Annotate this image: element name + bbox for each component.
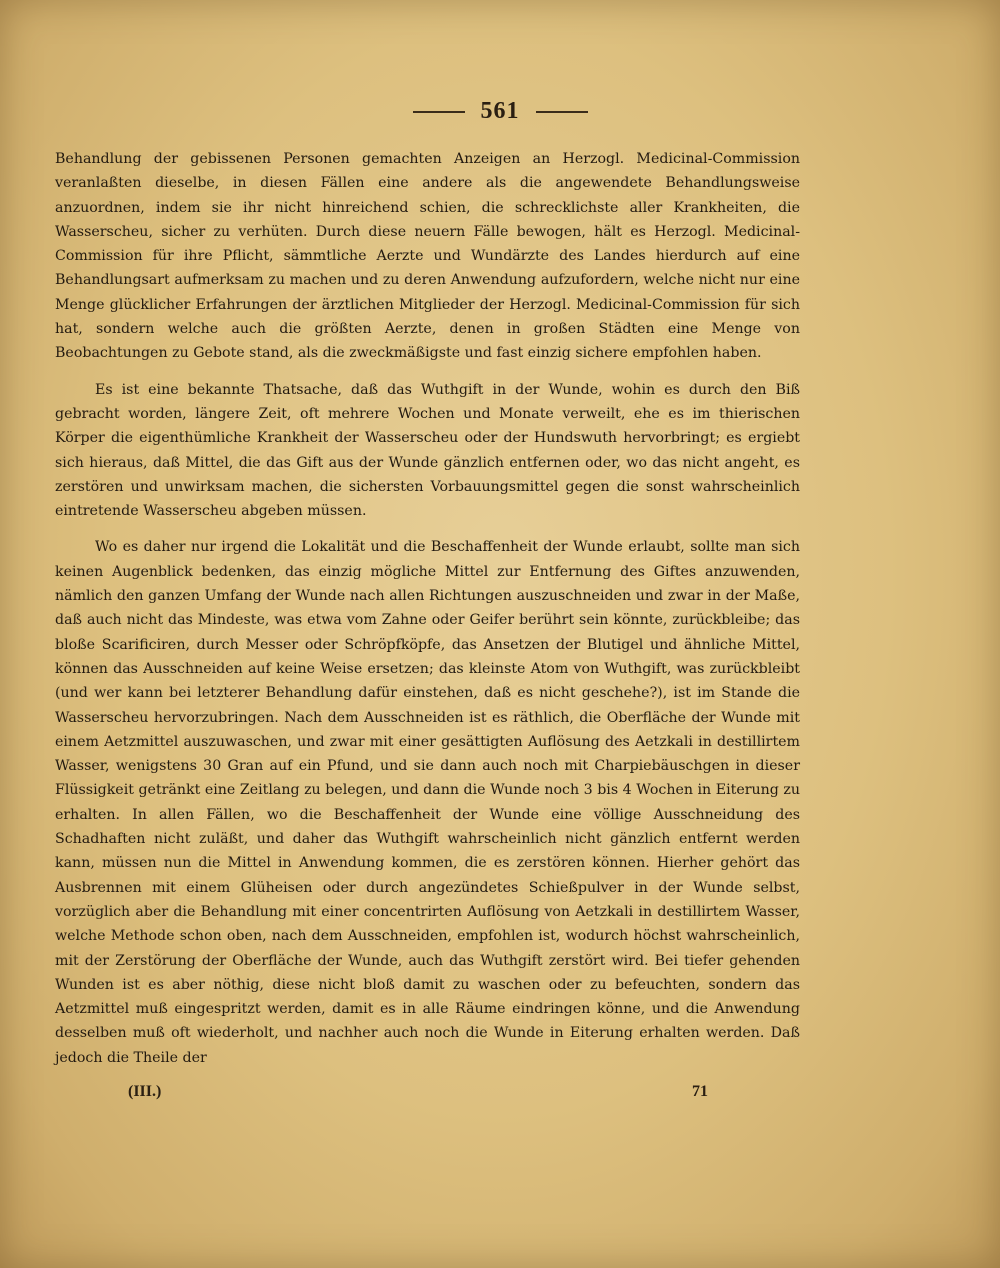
header-rule-left xyxy=(413,111,465,113)
page-footer xyxy=(128,1083,708,1101)
paragraph-1: Behandlung der gebissenen Personen gemachten Anzeigen an Herzogl. Medicinal-Commission veranlaßten dieselbe, in diesen Fällen eine andere als die angewendete Behandlungsweise anzuordnen, indem sie ihr nicht hinreichend schien, die schrecklichste aller Krankheiten, die Wasserscheu, sicher zu verhüten. Durch diese neuern Fälle bewogen, hält es Herzogl. Medicinal-Commission für ihre Pflicht, sämmtliche Aerzte und Wundärzte des Landes hierdurch auf eine Behandlungsart aufmerksam zu machen und zu deren Anwendung aufzufordern, welche nicht nur eine Menge glücklicher Erfahrungen der ärztlichen Mitglieder der Herzogl. Medicinal-Commission für sich hat, sondern welche auch die größten Aerzte, denen in großen Städten eine Menge von Beobachtungen zu Gebote stand, als die zweckmäßigste und fast einzig sichere empfohlen haben. xyxy=(55,151,800,362)
page-body xyxy=(55,147,800,1070)
page-header xyxy=(0,98,1000,125)
paragraph-3: Wo es daher nur irgend die Lokalität und die Beschaffenheit der Wunde erlaubt, sollte man sich keinen Augenblick bedenken, das einzig mögliche Mittel zur Entfernung des Giftes anzuwenden, nämlich den ganzen Umfang der Wunde nach allen Richtungen auszuschneiden und zwar in der Maße, daß auch nicht das Mindeste, was etwa vom Zahne oder Geifer berührt sein könnte, zurückbleibe; das bloße Scarificiren, durch Messer oder Schröpfköpfe, das Ansetzen der Blutigel und ähnliche Mittel, können das Ausschneiden auf keine Weise ersetzen; das kleinste Atom von Wuthgift, was zurückbleibt (und wer kann bei letzterer Behandlung dafür einstehen, daß es nicht geschehe?), ist im Stande die Wasserscheu hervorzubringen. Nach dem Ausschneiden ist es räthlich, die Oberfläche der Wunde mit einem Aetzmittel auszuwaschen, und zwar mit einer gesättigten Auflösung des Aetzkali in destillirtem Wasser, wenigstens 30 Gran auf ein Pfund, und sie dann auch noch mit Charpiebäuschgen in dieser Flüssigkeit getränkt eine Zeitlang zu belegen, und dann die Wunde noch 3 bis 4 Wochen in Eiterung zu erhalten. In allen Fällen, wo die Beschaffenheit der Wunde eine völlige Ausschneidung des Schadhaften nicht zuläßt, und daher das Wuthgift wahrscheinlich nicht gänzlich entfernt werden kann, müssen nun die Mittel in Anwendung kommen, die es zerstören können. Hierher gehört das Ausbrennen mit einem Glüheisen oder durch angezündetes Schießpulver in der Wunde selbst, vorzüglich aber die Behandlung mit einer concentrirten Auflösung von Aetzkali in destillirtem Wasser, welche Methode schon oben, nach dem Ausschneiden, empfohlen ist, wodurch höchst wahrscheinlich, mit der Zerstörung der Oberfläche der Wunde, auch das Wuthgift zerstört wird. Bei tiefer gehenden Wunden ist es aber nöthig, diese nicht bloß damit zu waschen oder zu befeuchten, sondern das Aetzmittel muß eingespritzt werden, damit es in alle Räume eindringen könne, und die Anwendung desselben muß oft wiederholt, und nachher auch noch die Wunde in Eiterung erhalten werden. Daß jedoch die Theile der xyxy=(55,539,800,1066)
header-rule-right xyxy=(536,111,588,113)
footer-sheet-number: 71 xyxy=(692,1083,708,1100)
paragraph-2: Es ist eine bekannte Thatsache, daß das Wuthgift in der Wunde, wohin es durch den Biß gebracht worden, längere Zeit, oft mehrere Wochen und Monate verweilt, ehe es im thierischen Körper die eigenthümliche Krankheit der Wasserscheu oder der Hundswuth hervorbringt; es ergiebt sich hieraus, daß Mittel, die das Gift aus der Wunde gänzlich entfernen oder, wo das nicht angeht, es zerstören und unwirksam machen, die sichersten Vorbauungsmittel gegen die sonst wahrscheinlich eintretende Wasserscheu abgeben müssen. xyxy=(55,381,800,520)
footer-signature: (III.) xyxy=(128,1083,162,1100)
page-number: 561 xyxy=(480,98,520,124)
